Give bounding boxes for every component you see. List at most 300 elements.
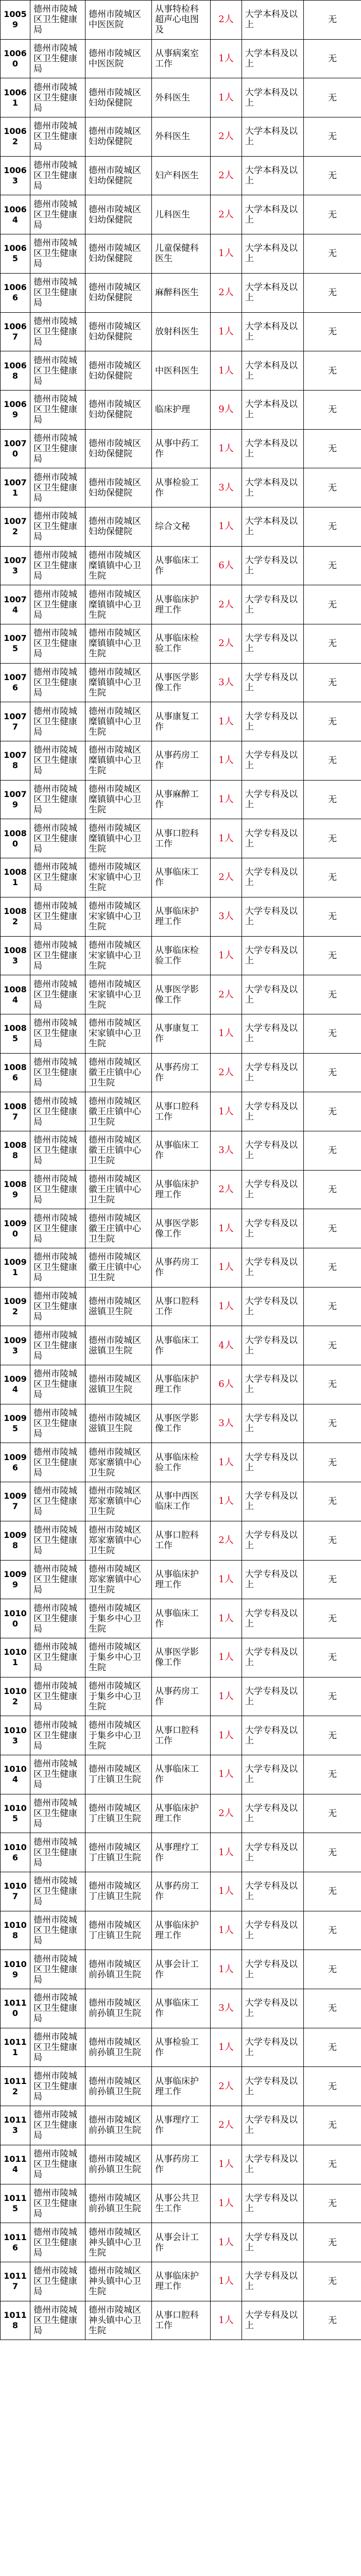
table-row [1,1482,361,1521]
hiring-unit: 德州市陵城区妇幼保健院 [85,273,152,312]
hiring-unit: 德州市陵城区糜镇镇中心卫生院 [85,780,152,819]
hiring-count: 3人 [211,1131,242,1170]
position-code: 10094 [1,1365,30,1404]
table-row [1,2106,361,2145]
position-code: 10108 [1,1911,30,1950]
hiring-count: 1人 [211,702,242,741]
position-name: 从事临床护理工作 [152,1911,211,1950]
position-code: 10117 [1,2262,30,2301]
hiring-count: 1人 [211,1911,242,1950]
hiring-unit: 德州市陵城区徽王庄镇中心卫生院 [85,1248,152,1287]
hiring-unit: 德州市陵城区糜镇镇中心卫生院 [85,624,152,664]
competent-department: 德州市陵城区卫生健康局 [30,429,85,468]
hiring-unit: 德州市陵城区宋家镇中心卫生院 [85,975,152,1014]
table-row [1,585,361,624]
other-requirement: 无 [304,1287,361,1326]
education-requirement: 大学专科及以上 [242,1092,304,1131]
position-code: 10071 [1,468,30,507]
position-name: 从事理疗工作 [152,2106,211,2145]
position-code: 10081 [1,858,30,897]
position-name: 从事临床检验工作 [152,1443,211,1482]
education-requirement: 大学专科及以上 [242,546,304,585]
position-code: 10116 [1,2223,30,2262]
table-row [1,1248,361,1287]
position-name: 从事临床护理工作 [152,1560,211,1599]
other-requirement: 无 [304,1989,361,2028]
competent-department: 德州市陵城区卫生健康局 [30,1755,85,1794]
competent-department: 德州市陵城区卫生健康局 [30,1638,85,1677]
education-requirement: 大学专科及以上 [242,1716,304,1755]
education-requirement: 大学专科及以上 [242,1287,304,1326]
education-requirement: 大学本科及以上 [242,78,304,117]
competent-department: 德州市陵城区卫生健康局 [30,2067,85,2106]
position-code: 10080 [1,819,30,858]
position-code: 10085 [1,1014,30,1053]
hiring-count: 1人 [211,741,242,781]
hiring-count: 1人 [211,1716,242,1755]
table-row [1,1911,361,1950]
other-requirement: 无 [304,39,361,78]
table-row [1,1404,361,1443]
position-name: 从事会计工作 [152,2223,211,2262]
position-name: 妇产科医生 [152,156,211,195]
position-name: 从事医学影像工作 [152,1209,211,1248]
other-requirement: 无 [304,2184,361,2223]
position-code: 10100 [1,1599,30,1638]
hiring-unit: 德州市陵城区前孙镇卫生院 [85,2145,152,2184]
position-code: 10118 [1,2301,30,2340]
competent-department: 德州市陵城区卫生健康局 [30,1911,85,1950]
position-name: 从事检验工作 [152,2028,211,2067]
position-name: 从事临床护理工作 [152,1365,211,1404]
education-requirement: 大学专科及以上 [242,1404,304,1443]
position-code: 10079 [1,780,30,819]
hiring-unit: 德州市陵城区郑家寨镇中心卫生院 [85,1560,152,1599]
hiring-unit: 德州市陵城区丁庄镇卫生院 [85,1755,152,1794]
hiring-count: 2人 [211,1,242,40]
table-row [1,1833,361,1872]
position-code: 10068 [1,351,30,391]
position-name: 从事口腔科工作 [152,1716,211,1755]
competent-department: 德州市陵城区卫生健康局 [30,195,85,234]
position-name: 从事病案室工作 [152,39,211,78]
hiring-unit: 德州市陵城区徽王庄镇中心卫生院 [85,1170,152,1209]
education-requirement: 大学专科及以上 [242,624,304,664]
competent-department: 德州市陵城区卫生健康局 [30,1209,85,1248]
table-row [1,507,361,546]
other-requirement: 无 [304,1638,361,1677]
hiring-count: 3人 [211,1989,242,2028]
competent-department: 德州市陵城区卫生健康局 [30,1872,85,1911]
education-requirement: 大学专科及以上 [242,1872,304,1911]
table-row [1,1872,361,1911]
other-requirement: 无 [304,507,361,546]
hiring-count: 2人 [211,624,242,664]
hiring-unit: 德州市陵城区妇幼保健院 [85,78,152,117]
position-name: 从事临床工作 [152,1599,211,1638]
position-name: 从事临床护理工作 [152,1170,211,1209]
position-name: 从事临床工作 [152,1326,211,1365]
hiring-count: 1人 [211,936,242,975]
table-row [1,975,361,1014]
education-requirement: 大学本科及以上 [242,312,304,351]
position-code: 10072 [1,507,30,546]
position-code: 10096 [1,1443,30,1482]
position-code: 10070 [1,429,30,468]
competent-department: 德州市陵城区卫生健康局 [30,585,85,624]
other-requirement: 无 [304,2262,361,2301]
other-requirement: 无 [304,1950,361,1989]
education-requirement: 大学专科及以上 [242,1131,304,1170]
table-row [1,2067,361,2106]
hiring-unit: 德州市陵城区丁庄镇卫生院 [85,1872,152,1911]
competent-department: 德州市陵城区卫生健康局 [30,507,85,546]
position-code: 10107 [1,1872,30,1911]
education-requirement: 大学专科及以上 [242,2028,304,2067]
education-requirement: 大学专科及以上 [242,1599,304,1638]
education-requirement: 大学专科及以上 [242,936,304,975]
competent-department: 德州市陵城区卫生健康局 [30,78,85,117]
hiring-count: 1人 [211,819,242,858]
other-requirement: 无 [304,1170,361,1209]
position-name: 从事理疗工作 [152,1833,211,1872]
education-requirement: 大学专科及以上 [242,2106,304,2145]
education-requirement: 大学专科及以上 [242,858,304,897]
hiring-count: 1人 [211,78,242,117]
other-requirement: 无 [304,819,361,858]
position-code: 10088 [1,1131,30,1170]
competent-department: 德州市陵城区卫生健康局 [30,117,85,157]
hiring-unit: 德州市陵城区妇幼保健院 [85,507,152,546]
competent-department: 德州市陵城区卫生健康局 [30,390,85,429]
hiring-unit: 德州市陵城区中医医院 [85,1,152,40]
hiring-unit: 德州市陵城区宋家镇中心卫生院 [85,897,152,936]
hiring-count: 1人 [211,2301,242,2340]
position-name: 从事中药工作 [152,429,211,468]
table-row [1,1365,361,1404]
other-requirement: 无 [304,780,361,819]
position-name: 从事康复工作 [152,1014,211,1053]
table-row [1,819,361,858]
competent-department: 德州市陵城区卫生健康局 [30,1053,85,1092]
position-code: 10101 [1,1638,30,1677]
hiring-unit: 德州市陵城区前孙镇卫生院 [85,2106,152,2145]
competent-department: 德州市陵城区卫生健康局 [30,936,85,975]
hiring-unit: 德州市陵城区糜镇镇中心卫生院 [85,546,152,585]
hiring-count: 3人 [211,1404,242,1443]
hiring-unit: 德州市陵城区妇幼保健院 [85,195,152,234]
hiring-unit: 德州市陵城区妇幼保健院 [85,156,152,195]
position-code: 10091 [1,1248,30,1287]
hiring-unit: 德州市陵城区糜镇镇中心卫生院 [85,702,152,741]
table-row [1,1053,361,1092]
position-code: 10104 [1,1755,30,1794]
other-requirement: 无 [304,273,361,312]
hiring-count: 2人 [211,1053,242,1092]
education-requirement: 大学专科及以上 [242,1443,304,1482]
hiring-count: 1人 [211,1638,242,1677]
position-code: 10103 [1,1716,30,1755]
table-row [1,858,361,897]
table-row [1,468,361,507]
education-requirement: 大学本科及以上 [242,468,304,507]
hiring-count: 1人 [211,1443,242,1482]
competent-department: 德州市陵城区卫生健康局 [30,1248,85,1287]
other-requirement: 无 [304,2145,361,2184]
table-row [1,234,361,274]
position-code: 10098 [1,1521,30,1560]
education-requirement: 大学专科及以上 [242,585,304,624]
education-requirement: 大学专科及以上 [242,1794,304,1833]
position-code: 10092 [1,1287,30,1326]
position-code: 10113 [1,2106,30,2145]
competent-department: 德州市陵城区卫生健康局 [30,1365,85,1404]
hiring-count: 1人 [211,2184,242,2223]
other-requirement: 无 [304,1560,361,1599]
position-name: 从事口腔科工作 [152,1092,211,1131]
other-requirement: 无 [304,1,361,40]
hiring-count: 1人 [211,1599,242,1638]
competent-department: 德州市陵城区卫生健康局 [30,1131,85,1170]
hiring-unit: 德州市陵城区宋家镇中心卫生院 [85,1014,152,1053]
table-row [1,1638,361,1677]
education-requirement: 大学本科及以上 [242,429,304,468]
hiring-unit: 德州市陵城区丁庄镇卫生院 [85,1794,152,1833]
position-code: 10090 [1,1209,30,1248]
table-row [1,1014,361,1053]
competent-department: 德州市陵城区卫生健康局 [30,1599,85,1638]
position-name: 从事临床护理工作 [152,585,211,624]
other-requirement: 无 [304,1872,361,1911]
competent-department: 德州市陵城区卫生健康局 [30,1482,85,1521]
table-row [1,1287,361,1326]
hiring-unit: 德州市陵城区于集乡中心卫生院 [85,1599,152,1638]
education-requirement: 大学专科及以上 [242,663,304,702]
position-name: 麻醉科医生 [152,273,211,312]
position-name: 临床护理 [152,390,211,429]
hiring-count: 1人 [211,312,242,351]
position-name: 从事口腔科工作 [152,819,211,858]
other-requirement: 无 [304,2223,361,2262]
hiring-unit: 德州市陵城区妇幼保健院 [85,312,152,351]
hiring-unit: 德州市陵城区滋镇卫生院 [85,1404,152,1443]
position-code: 10112 [1,2067,30,2106]
hiring-unit: 德州市陵城区滋镇卫生院 [85,1287,152,1326]
education-requirement: 大学专科及以上 [242,1989,304,2028]
hiring-count: 2人 [211,156,242,195]
hiring-unit: 德州市陵城区郑家寨镇中心卫生院 [85,1482,152,1521]
education-requirement: 大学专科及以上 [242,2262,304,2301]
hiring-unit: 德州市陵城区滋镇卫生院 [85,1326,152,1365]
table-row [1,1209,361,1248]
position-name: 从事医学影像工作 [152,1638,211,1677]
competent-department: 德州市陵城区卫生健康局 [30,156,85,195]
other-requirement: 无 [304,2106,361,2145]
hiring-count: 6人 [211,1365,242,1404]
education-requirement: 大学专科及以上 [242,1833,304,1872]
education-requirement: 大学专科及以上 [242,1170,304,1209]
education-requirement: 大学本科及以上 [242,390,304,429]
position-code: 10064 [1,195,30,234]
position-name: 从事临床护理工作 [152,897,211,936]
hiring-count: 3人 [211,663,242,702]
position-name: 从事药房工作 [152,1053,211,1092]
table-row [1,741,361,781]
position-code: 10106 [1,1833,30,1872]
position-name: 从事医学影像工作 [152,663,211,702]
hiring-unit: 德州市陵城区中医医院 [85,39,152,78]
position-code: 10089 [1,1170,30,1209]
competent-department: 德州市陵城区卫生健康局 [30,1170,85,1209]
position-name: 外科医生 [152,117,211,157]
education-requirement: 大学专科及以上 [242,819,304,858]
position-name: 从事临床工作 [152,546,211,585]
position-code: 10063 [1,156,30,195]
other-requirement: 无 [304,702,361,741]
table-row [1,390,361,429]
table-row [1,429,361,468]
other-requirement: 无 [304,975,361,1014]
other-requirement: 无 [304,1014,361,1053]
other-requirement: 无 [304,1716,361,1755]
hiring-count: 9人 [211,390,242,429]
other-requirement: 无 [304,1092,361,1131]
table-row [1,312,361,351]
hiring-count: 1人 [211,1482,242,1521]
table-row [1,2184,361,2223]
other-requirement: 无 [304,2028,361,2067]
education-requirement: 大学专科及以上 [242,1521,304,1560]
position-name: 从事药房工作 [152,741,211,781]
other-requirement: 无 [304,1677,361,1716]
other-requirement: 无 [304,663,361,702]
hiring-count: 6人 [211,546,242,585]
education-requirement: 大学专科及以上 [242,1326,304,1365]
position-name: 从事公共卫生工作 [152,2184,211,2223]
other-requirement: 无 [304,1404,361,1443]
hiring-unit: 德州市陵城区妇幼保健院 [85,390,152,429]
table-row [1,2262,361,2301]
table-row [1,1131,361,1170]
education-requirement: 大学专科及以上 [242,1248,304,1287]
hiring-unit: 德州市陵城区糜镇镇中心卫生院 [85,663,152,702]
table-row [1,780,361,819]
hiring-count: 1人 [211,1209,242,1248]
other-requirement: 无 [304,1365,361,1404]
table-row [1,2145,361,2184]
position-name: 从事临床工作 [152,858,211,897]
table-row [1,1521,361,1560]
competent-department: 德州市陵城区卫生健康局 [30,468,85,507]
hiring-unit: 德州市陵城区徽王庄镇中心卫生院 [85,1131,152,1170]
hiring-count: 1人 [211,507,242,546]
position-name: 从事临床检验工作 [152,936,211,975]
table-row [1,2301,361,2340]
position-name: 从事临床护理工作 [152,2262,211,2301]
table-row [1,1560,361,1599]
position-name: 从事药房工作 [152,1872,211,1911]
position-name: 儿童保健科医生 [152,234,211,274]
hiring-count: 1人 [211,39,242,78]
position-name: 综合文秘 [152,507,211,546]
hiring-unit: 德州市陵城区妇幼保健院 [85,468,152,507]
education-requirement: 大学专科及以上 [242,1950,304,1989]
position-name: 从事药房工作 [152,2145,211,2184]
position-name: 从事临床工作 [152,1989,211,2028]
competent-department: 德州市陵城区卫生健康局 [30,1560,85,1599]
other-requirement: 无 [304,585,361,624]
position-code: 10093 [1,1326,30,1365]
competent-department: 德州市陵城区卫生健康局 [30,1521,85,1560]
position-name: 从事口腔科工作 [152,1521,211,1560]
education-requirement: 大学专科及以上 [242,1755,304,1794]
education-requirement: 大学本科及以上 [242,507,304,546]
position-name: 儿科医生 [152,195,211,234]
hiring-unit: 德州市陵城区前孙镇卫生院 [85,1950,152,1989]
other-requirement: 无 [304,741,361,781]
position-name: 从事医学影像工作 [152,975,211,1014]
hiring-count: 1人 [211,234,242,274]
hiring-count: 1人 [211,2223,242,2262]
position-name: 从事临床工作 [152,1131,211,1170]
position-code: 10067 [1,312,30,351]
position-code: 10074 [1,585,30,624]
hiring-count: 1人 [211,1677,242,1716]
position-name: 从事口腔科工作 [152,2301,211,2340]
other-requirement: 无 [304,1911,361,1950]
hiring-unit: 德州市陵城区糜镇镇中心卫生院 [85,585,152,624]
hiring-count: 2人 [211,117,242,157]
hiring-unit: 德州市陵城区前孙镇卫生院 [85,2067,152,2106]
position-name: 外科医生 [152,78,211,117]
education-requirement: 大学专科及以上 [242,2184,304,2223]
hiring-count: 3人 [211,897,242,936]
position-name: 从事医学影像工作 [152,1404,211,1443]
hiring-unit: 德州市陵城区糜镇镇中心卫生院 [85,741,152,781]
other-requirement: 无 [304,351,361,391]
position-code: 10111 [1,2028,30,2067]
position-code: 10083 [1,936,30,975]
hiring-count: 2人 [211,273,242,312]
table-row [1,1950,361,1989]
hiring-count: 2人 [211,1521,242,1560]
position-code: 10102 [1,1677,30,1716]
position-name: 从事会计工作 [152,1950,211,1989]
competent-department: 德州市陵城区卫生健康局 [30,1833,85,1872]
competent-department: 德州市陵城区卫生健康局 [30,858,85,897]
education-requirement: 大学本科及以上 [242,195,304,234]
education-requirement: 大学专科及以上 [242,897,304,936]
education-requirement: 大学专科及以上 [242,2223,304,2262]
education-requirement: 大学专科及以上 [242,1014,304,1053]
hiring-count: 1人 [211,1833,242,1872]
position-name: 从事口腔科工作 [152,1287,211,1326]
hiring-unit: 德州市陵城区神头镇中心卫生院 [85,2223,152,2262]
position-code: 10078 [1,741,30,781]
other-requirement: 无 [304,1053,361,1092]
education-requirement: 大学专科及以上 [242,741,304,781]
education-requirement: 大学专科及以上 [242,780,304,819]
table-row [1,702,361,741]
position-code: 10114 [1,2145,30,2184]
hiring-count: 2人 [211,2106,242,2145]
other-requirement: 无 [304,117,361,157]
position-name: 从事检验工作 [152,468,211,507]
education-requirement: 大学专科及以上 [242,1560,304,1599]
hiring-count: 1人 [211,2262,242,2301]
other-requirement: 无 [304,1248,361,1287]
competent-department: 德州市陵城区卫生健康局 [30,1092,85,1131]
